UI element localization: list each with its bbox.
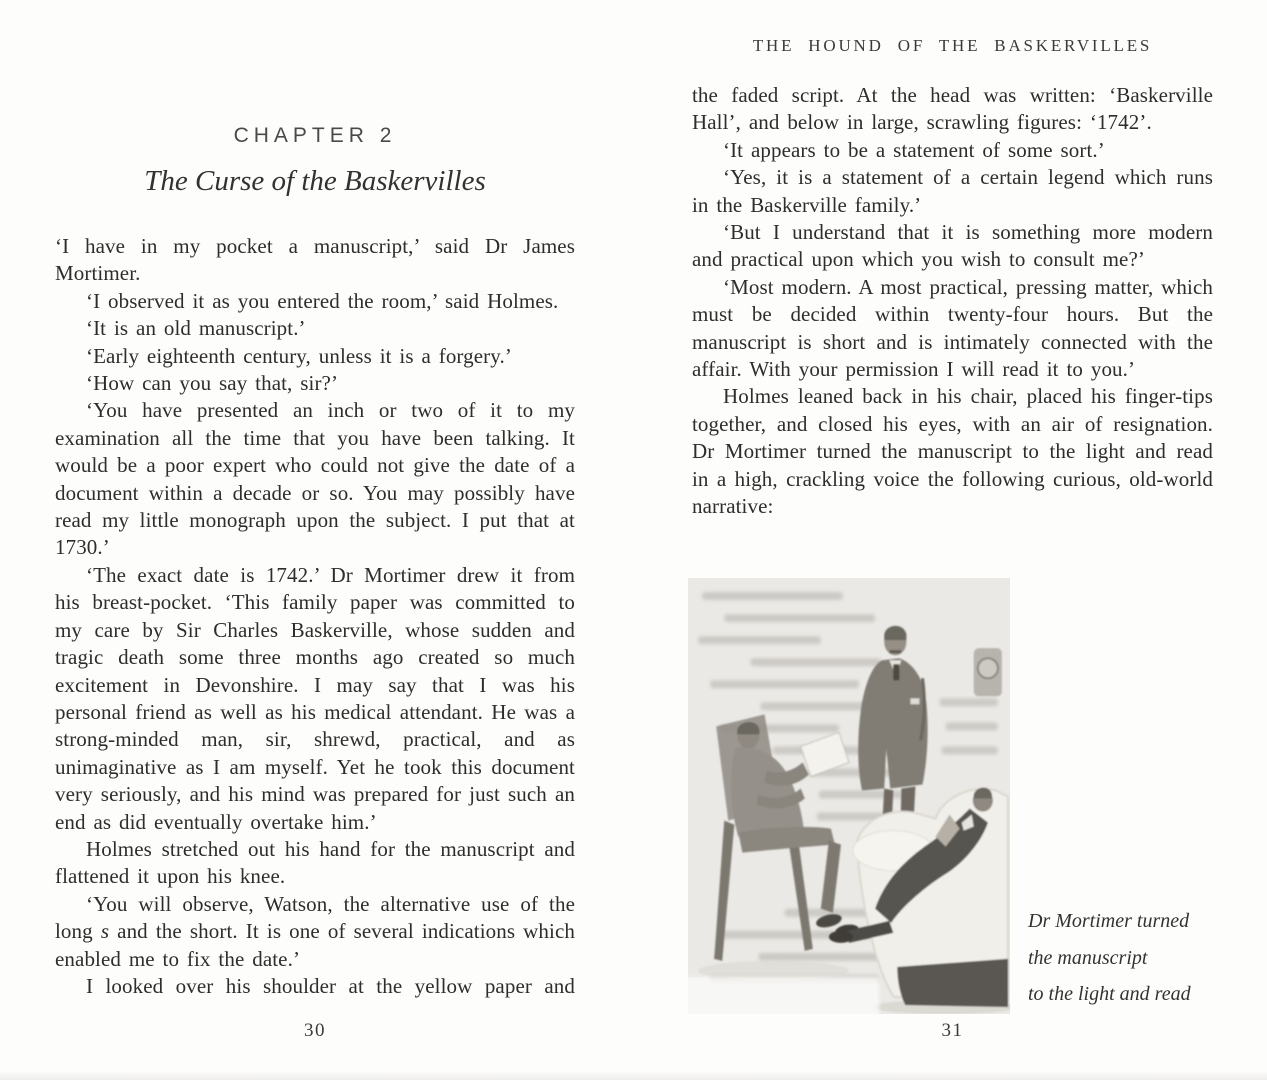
paragraph <box>692 137 1213 164</box>
text-run: ‘I have in my pocket a manuscript,’ said Dr James Mortimer. <box>55 234 575 286</box>
text-run: Holmes stretched out his hand for the manuscript and flattened it upon his knee. <box>55 836 575 889</box>
paragraph <box>55 343 575 370</box>
paragraph <box>692 82 1213 137</box>
paragraph <box>55 370 575 397</box>
paragraph <box>692 274 1213 384</box>
italic-text-run: s <box>100 919 110 944</box>
illustration-fade <box>688 977 879 1014</box>
text-run: ‘Most modern. A most practical, pressing matter, which must be decided within twenty-four hours. But the manuscript is short and is intimately connected with the affair. With your permission I will read it to you.’ <box>692 274 1213 382</box>
caption-line: Dr Mortimer turned <box>1028 910 1190 932</box>
text-run: ‘The exact date is 1742.’ Dr Mortimer drew it from his breast-pocket. ‘This family paper was committed to my care by Sir Charles Baskerville, whose sudden and tragic death some three months ago created so much excitement in Devonshire. I may say that I was his personal friend as well as his medical attendant. He was a strong-minded man, sir, shrewd, practical, and as unimaginative as I am myself. Yet he took this document very seriously, and his mind was prepared for just such an end as did eventually overtake him.’ <box>55 562 575 834</box>
page-number-right: 31 <box>941 1020 964 1041</box>
illustration-drawing <box>688 578 1010 1014</box>
illustration-sitting-room <box>688 578 1010 1014</box>
text-run: the faded script. At the head was written: ‘Baskerville Hall’, and below in large, scrawling figures: ‘1742’. <box>692 83 1213 135</box>
text-run: ‘How can you say that, sir?’ <box>86 371 339 396</box>
paragraph <box>55 836 575 891</box>
text-run: and the short. It is one of several indications which enabled me to fix the date.’ <box>55 919 575 971</box>
text-run: ‘But I understand that it is something more modern and practical upon which you wish to consult me?’ <box>692 220 1213 272</box>
text-run: ‘It is an old manuscript.’ <box>86 316 306 341</box>
paragraph <box>692 219 1213 274</box>
right-page-text <box>692 82 1213 521</box>
paragraph <box>55 891 575 973</box>
left-page-text <box>55 233 575 1000</box>
chapter-label: CHAPTER 2 <box>233 124 397 147</box>
text-run: ‘You will observe, Watson, the alternative use of the long <box>55 891 575 944</box>
paragraph <box>55 315 575 342</box>
paragraph <box>55 397 575 561</box>
chapter-title: The Curse of the Baskervilles <box>144 165 486 197</box>
scan-edge-shading <box>0 1071 1267 1080</box>
text-run: ‘It appears to be a statement of some sort.’ <box>723 137 1105 162</box>
paragraph <box>692 164 1213 219</box>
illustration-caption <box>1028 903 1213 1013</box>
text-run: ‘Early eighteenth century, unless it is a forgery.’ <box>86 343 512 368</box>
caption-line: to the light and read <box>1028 983 1191 1005</box>
page-left <box>55 0 575 1080</box>
wall-clock <box>974 648 1002 696</box>
text-run: ‘Yes, it is a statement of a certain legend which runs in the Baskerville family.’ <box>692 165 1213 217</box>
text-run: ‘You have presented an inch or two of it to my examination all the time that you have been talking. It would be a poor expert who could not give the date of a document within a decade or so. You may possibly have read my little monograph upon the subject. I put that at 1730.’ <box>55 398 575 560</box>
page-number-left: 30 <box>304 1020 326 1041</box>
running-head: THE HOUND OF THE BASKERVILLES <box>752 36 1153 55</box>
paragraph <box>55 233 575 288</box>
paragraph <box>55 973 575 1000</box>
paragraph <box>55 562 575 836</box>
page-right <box>692 0 1213 1080</box>
paragraph <box>55 288 575 315</box>
text-run: Holmes leaned back in his chair, placed his finger-tips together, and closed his eyes, with an air of resignation. Dr Mortimer turned the manuscript to the light and read in a high, crackling voice the following curious, old-world narrative: <box>692 384 1213 519</box>
caption-line: the manuscript <box>1028 946 1148 969</box>
text-run: I looked over his shoulder at the yellow paper and <box>86 973 575 998</box>
paragraph <box>692 383 1213 520</box>
text-run: ‘I observed it as you entered the room,’ said Holmes. <box>86 288 559 313</box>
